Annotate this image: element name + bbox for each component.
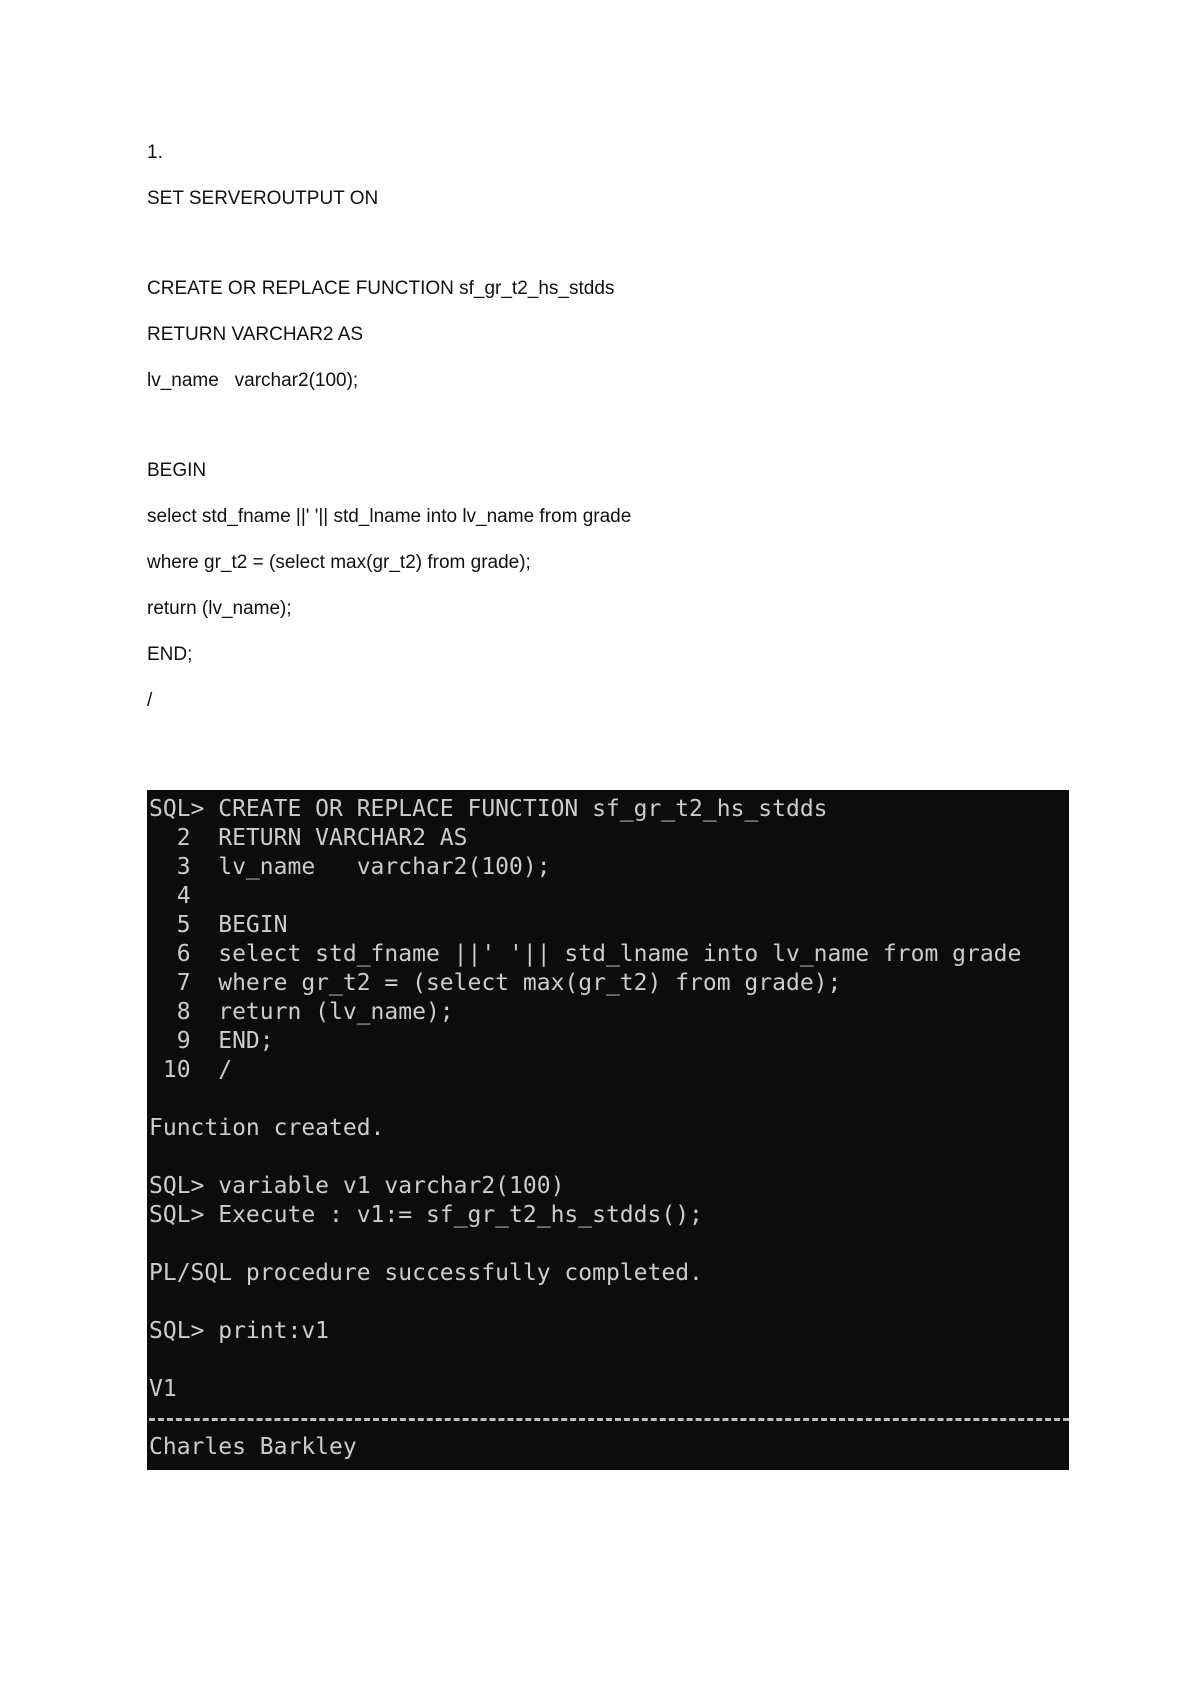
terminal-line: 4 (149, 883, 191, 909)
terminal-line: SQL> CREATE OR REPLACE FUNCTION sf_gr_t2_hs_stdds (149, 796, 828, 822)
document-text (147, 140, 1067, 714)
terminal-line (149, 1288, 1069, 1317)
question-number: 1. (147, 142, 163, 163)
query-result: Charles Barkley (149, 1434, 357, 1460)
code-line: END; (147, 644, 193, 665)
terminal-line: 5 BEGIN (149, 912, 288, 938)
terminal-line: SQL> variable v1 varchar2(100) (149, 1173, 565, 1199)
terminal-line: SQL> Execute : v1:= sf_gr_t2_hs_stdds(); (149, 1202, 703, 1228)
sqlplus-terminal-screenshot (147, 790, 1069, 1470)
terminal-line (149, 1230, 1069, 1259)
code-line: select std_fname ||' '|| std_lname into lv_name from grade (147, 506, 632, 527)
terminal-line: 3 lv_name varchar2(100); (149, 854, 551, 880)
terminal-line: V1 (149, 1376, 177, 1402)
terminal-line: 10 / (149, 1057, 233, 1083)
terminal-line: 6 select std_fname ||' '|| std_lname into lv_name from grade (149, 941, 1022, 967)
code-line: CREATE OR REPLACE FUNCTION sf_gr_t2_hs_stdds (147, 278, 615, 299)
terminal-line: 9 END; (149, 1028, 274, 1054)
terminal-line: 8 return (lv_name); (149, 999, 454, 1025)
code-line: RETURN VARCHAR2 AS (147, 324, 364, 345)
code-line: / (147, 690, 153, 711)
terminal-line: 7 where gr_t2 = (select max(gr_t2) from grade); (149, 970, 842, 996)
terminal-line (149, 1143, 1069, 1172)
code-line: BEGIN (147, 460, 207, 481)
terminal-line: 2 RETURN VARCHAR2 AS (149, 825, 468, 851)
code-line: lv_name varchar2(100); (147, 370, 359, 391)
terminal-line (149, 1346, 1069, 1375)
terminal-line: PL/SQL procedure successfully completed. (149, 1260, 703, 1286)
column-divider (149, 1404, 1069, 1433)
code-line: return (lv_name); (147, 598, 292, 619)
set-serveroutput-line: SET SERVEROUTPUT ON (147, 188, 379, 209)
code-line: where gr_t2 = (select max(gr_t2) from grade); (147, 552, 531, 573)
terminal-line: SQL> print:v1 (149, 1318, 330, 1344)
terminal-line: Function created. (149, 1115, 385, 1141)
terminal-line (149, 1085, 1069, 1114)
